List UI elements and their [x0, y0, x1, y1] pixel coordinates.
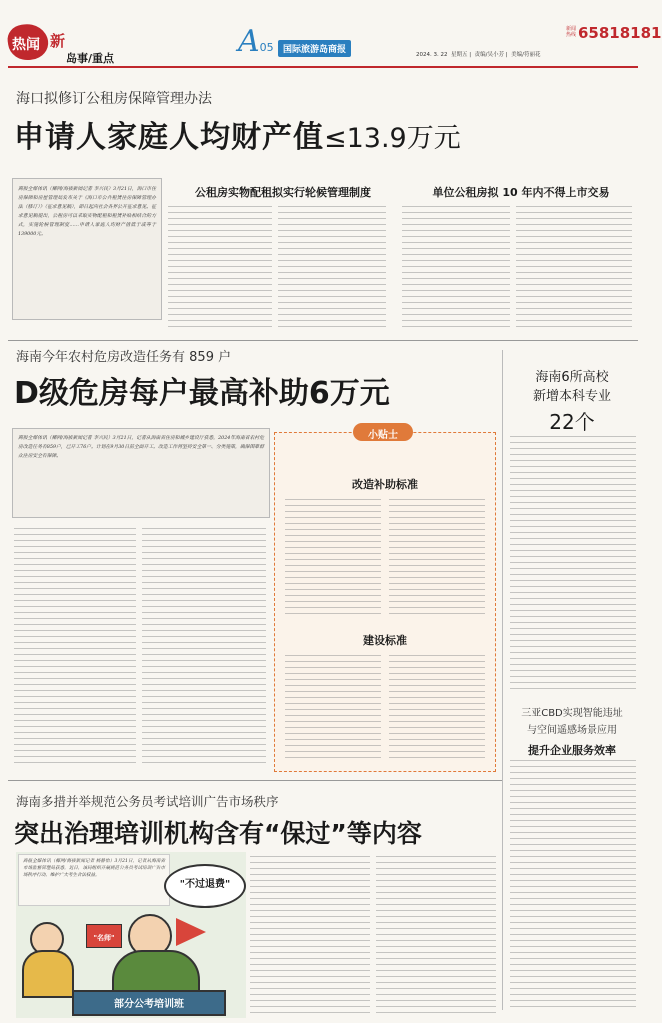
section-name: 岛事/重点 — [66, 52, 115, 65]
story1-headline-value: ≤13.9万元 — [324, 123, 461, 154]
tips-sub2-text: 建设标准 — [363, 634, 407, 647]
story1-divider — [8, 340, 638, 341]
tips-badge — [353, 423, 413, 441]
story1-lede-box — [12, 178, 162, 320]
page-number — [238, 24, 274, 59]
story2-kicker — [16, 346, 231, 365]
uni-title — [506, 366, 638, 435]
page-num: 05 — [259, 41, 274, 54]
story1-lede: 商报全媒体讯（椰网/海拔新闻记者 李兴民）3月21日，海口市住房保障和房屋管理局发布关于《海口市公共租赁住房保障管理办法（修订）》（征求意见稿），即日起向社会各界公开征求意见。征求意见稿提出，公租房可以采取实物配租和租赁补贴相结合的方式，实施轮候管理制度……申请人家庭人均财产值低于或等于139000元。 — [18, 187, 156, 237]
story1-headline-main: 申请人家庭人均财产值 — [14, 120, 324, 155]
story2-lede: 商报全媒体讯（椰网/海拔新闻记者 李兴民）3月21日，记者从海南省住房和城乡建设厅获悉，2024年海南省农村危房改造任务有859户，已开工76户。计划在9月30日前全面开工。改造工作将坚持安全第一、分类施策，确保困难群众住房安全有保障。 — [18, 436, 264, 459]
tips-sub2 — [275, 629, 495, 648]
story1-sub1 — [166, 181, 400, 200]
tips-text2a — [285, 655, 381, 759]
cartoon-banner-text: 部分公考培训班 — [114, 999, 184, 1010]
story1-col4 — [516, 206, 632, 328]
tips-title: 小贴士 — [368, 430, 398, 441]
cartoon-bystander-body — [22, 950, 74, 998]
story1-col1 — [168, 206, 272, 328]
story1-col3 — [402, 206, 510, 328]
story1-sub2-text: 单位公租房拟 10 年内不得上市交易 — [432, 186, 610, 199]
story2-kicker-unit: 户 — [218, 350, 232, 365]
story2-lede-box — [12, 428, 270, 518]
story1-col2 — [278, 206, 386, 328]
tips-text1b — [389, 499, 485, 617]
story2-kicker-text: 海南今年农村危房改造任务有 — [16, 350, 186, 365]
tips-text1a — [285, 499, 381, 617]
cartoon-illustration — [16, 852, 246, 1018]
story1-headline — [14, 112, 461, 156]
cartoon-tag — [86, 924, 122, 948]
sidebar-divider — [502, 350, 503, 1010]
uni-count: 22个 — [549, 410, 595, 434]
story3-col1 — [250, 856, 370, 1016]
cbd-title-3: 提升企业服务效率 — [528, 744, 616, 757]
story1-sub2 — [404, 181, 638, 200]
cartoon-tag-text: "名师" — [93, 934, 115, 942]
hotline-label: 新闻热线 — [566, 26, 577, 38]
issue-designer: 美编/符丽花 — [511, 52, 541, 58]
cartoon-bubble-text: "不过退费" — [179, 879, 231, 890]
story2-kicker-number: 859 — [189, 350, 214, 365]
logo-text-1: 新 — [50, 32, 66, 50]
logo-text-2: 热闻 — [12, 37, 40, 53]
cartoon-lede-box — [18, 854, 170, 906]
tips-box — [274, 432, 496, 772]
story3-lede: 商报全媒体讯（椰网/海拔新闻记者 杨静怡）3月21日，记者从海南省市场监督管理局获悉，近日，该局组织开展规范公务员考试培训广告市场秩序行动，维护广大考生合法权益。 — [23, 859, 165, 878]
cartoon-megaphone — [176, 918, 206, 946]
story3-kicker: 海南多措并举规范公务员考试培训广告市场秩序 — [16, 794, 279, 809]
uni-body — [510, 436, 636, 694]
tips-text2b — [389, 655, 485, 759]
paper-name-badge — [278, 40, 351, 57]
cartoon-bubble — [164, 864, 246, 908]
issue-info: 2024. 3. 22 星期五 | 责编/吴小芳 | 美编/符丽花 — [416, 52, 541, 58]
cbd-title-1: 三亚CBD实现智能违址 — [521, 708, 623, 719]
tips-sub1-text: 改造补助标准 — [352, 478, 418, 491]
story2-col2 — [142, 528, 266, 766]
story2-col1 — [14, 528, 136, 766]
masthead-rule — [8, 66, 638, 68]
story2-divider — [8, 780, 502, 781]
issue-date: 2024. 3. 22 — [416, 52, 448, 58]
issue-weekday: 星期五 — [451, 52, 468, 58]
uni-title-2: 新增本科专业 — [532, 389, 611, 404]
story3-headline: 突出治理培训机构含有“保过”等内容 — [14, 819, 422, 848]
story2-headline: D级危房每户最高补助6万元 — [14, 376, 390, 411]
cartoon-banner — [72, 990, 226, 1016]
story1-kicker: 海口拟修订公租房保障管理办法 — [16, 91, 212, 107]
story1-sub1-text: 公租房实物配租拟实行轮候管理制度 — [195, 186, 371, 199]
story3-col2 — [376, 856, 496, 1016]
cbd-body — [510, 760, 636, 1010]
uni-title-1: 海南6所高校 — [535, 370, 609, 385]
paper-name: 国际旅游岛商报 — [283, 45, 347, 55]
tips-sub1 — [275, 473, 495, 492]
issue-editor: 责编/吴小芳 — [474, 52, 504, 58]
section-logo — [8, 20, 74, 66]
hotline-number: 65818181 — [578, 24, 662, 42]
cbd-title — [506, 704, 638, 758]
cbd-title-2: 与空间遥感场景应用 — [527, 725, 617, 736]
page-letter: A — [238, 24, 260, 59]
